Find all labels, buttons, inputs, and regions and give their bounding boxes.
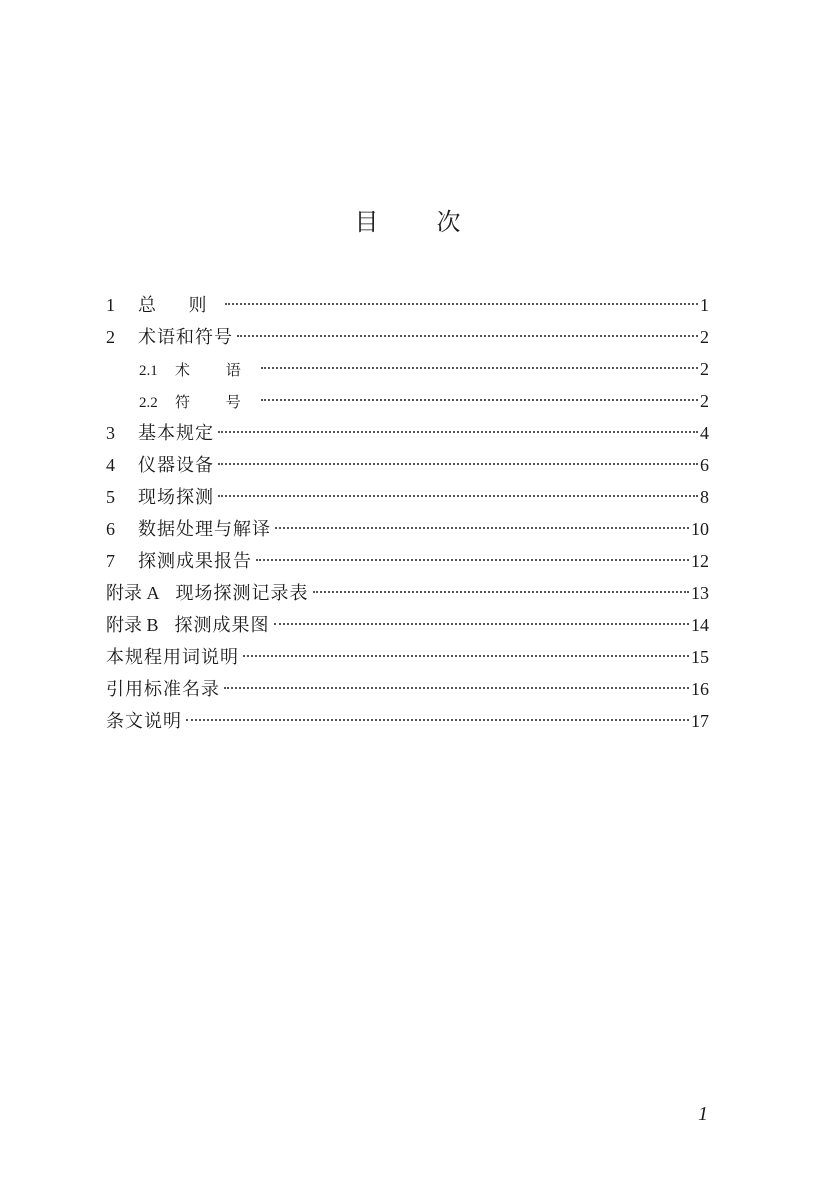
toc-entry-title: 数据处理与解译 bbox=[138, 519, 271, 539]
toc-entry-title: 符 号 bbox=[175, 395, 257, 411]
toc-entry-title: 条文说明 bbox=[106, 711, 182, 731]
toc-entry-title: 本规程用词说明 bbox=[106, 647, 239, 667]
toc-entry[interactable] bbox=[106, 449, 709, 481]
toc-dot-leader bbox=[218, 463, 698, 465]
toc-entry-number: 6 bbox=[106, 519, 115, 539]
toc-entry-title: 术 语 bbox=[175, 363, 257, 379]
toc-entry-page: 4 bbox=[700, 423, 709, 443]
toc-entry-page: 13 bbox=[691, 583, 709, 603]
toc-entry-title: 现场探测 bbox=[138, 487, 214, 507]
toc-entry-number: 3 bbox=[106, 423, 115, 443]
toc-entry-number: 2.1 bbox=[139, 363, 158, 379]
toc-dot-leader bbox=[237, 335, 698, 337]
toc-entry[interactable] bbox=[106, 353, 709, 385]
toc-entry-number: 7 bbox=[106, 551, 115, 571]
toc-entry[interactable] bbox=[106, 513, 709, 545]
toc-dot-leader bbox=[256, 559, 689, 561]
toc-entry-title: 总 则 bbox=[138, 295, 221, 315]
toc-entry-title: 引用标准名录 bbox=[106, 679, 220, 699]
toc-dot-leader bbox=[275, 527, 689, 529]
toc-entry-number: 5 bbox=[106, 487, 115, 507]
toc-entry-page: 6 bbox=[700, 455, 709, 475]
page-number: 1 bbox=[698, 1103, 708, 1125]
toc-dot-leader bbox=[243, 655, 689, 657]
toc-entry-number: 2.2 bbox=[139, 395, 158, 411]
toc-entry[interactable] bbox=[106, 385, 709, 417]
toc-entry-number: 1 bbox=[106, 295, 115, 315]
toc-entry-title: 术语和符号 bbox=[138, 327, 233, 347]
toc-entry[interactable] bbox=[106, 641, 709, 673]
page-title: 目 次 bbox=[354, 210, 487, 236]
toc-entry[interactable] bbox=[106, 545, 709, 577]
toc-entry-title: 探测成果报告 bbox=[138, 551, 252, 571]
toc-entry-page: 8 bbox=[700, 487, 709, 507]
toc-dot-leader bbox=[218, 495, 698, 497]
toc-entry-title: 仪器设备 bbox=[138, 455, 214, 475]
toc-entry-page: 1 bbox=[700, 295, 709, 315]
toc-entry-page: 12 bbox=[691, 551, 709, 571]
toc-entry-number: 2 bbox=[106, 327, 115, 347]
toc-entry-number: 附录 A bbox=[106, 583, 160, 603]
toc-entry[interactable] bbox=[106, 673, 709, 705]
toc-entry-page: 14 bbox=[691, 615, 709, 635]
toc-entry-page: 2 bbox=[700, 391, 709, 411]
toc-entry-number: 4 bbox=[106, 455, 115, 475]
table-of-contents bbox=[106, 289, 709, 737]
toc-entry-page: 2 bbox=[700, 359, 709, 379]
toc-dot-leader bbox=[224, 687, 689, 689]
toc-dot-leader bbox=[186, 719, 689, 721]
toc-dot-leader bbox=[218, 431, 698, 433]
toc-entry-title: 现场探测记录表 bbox=[175, 583, 309, 603]
toc-dot-leader bbox=[313, 591, 690, 593]
toc-dot-leader bbox=[261, 367, 698, 369]
toc-entry-title: 基本规定 bbox=[138, 423, 214, 443]
toc-entry-title: 探测成果图 bbox=[174, 615, 270, 635]
toc-entry[interactable] bbox=[106, 321, 709, 353]
toc-entry-number: 附录 B bbox=[106, 615, 159, 635]
toc-entry-page: 17 bbox=[691, 711, 709, 731]
toc-entry[interactable] bbox=[106, 289, 709, 321]
toc-entry[interactable] bbox=[106, 577, 709, 609]
toc-entry-page: 15 bbox=[691, 647, 709, 667]
toc-dot-leader bbox=[274, 623, 689, 625]
toc-entry-page: 16 bbox=[691, 679, 709, 699]
toc-entry[interactable] bbox=[106, 417, 709, 449]
toc-entry[interactable] bbox=[106, 609, 709, 641]
toc-dot-leader bbox=[225, 303, 699, 305]
toc-entry[interactable] bbox=[106, 481, 709, 513]
toc-entry-page: 2 bbox=[700, 327, 709, 347]
toc-entry-page: 10 bbox=[691, 519, 709, 539]
toc-dot-leader bbox=[261, 399, 698, 401]
toc-entry[interactable] bbox=[106, 705, 709, 737]
